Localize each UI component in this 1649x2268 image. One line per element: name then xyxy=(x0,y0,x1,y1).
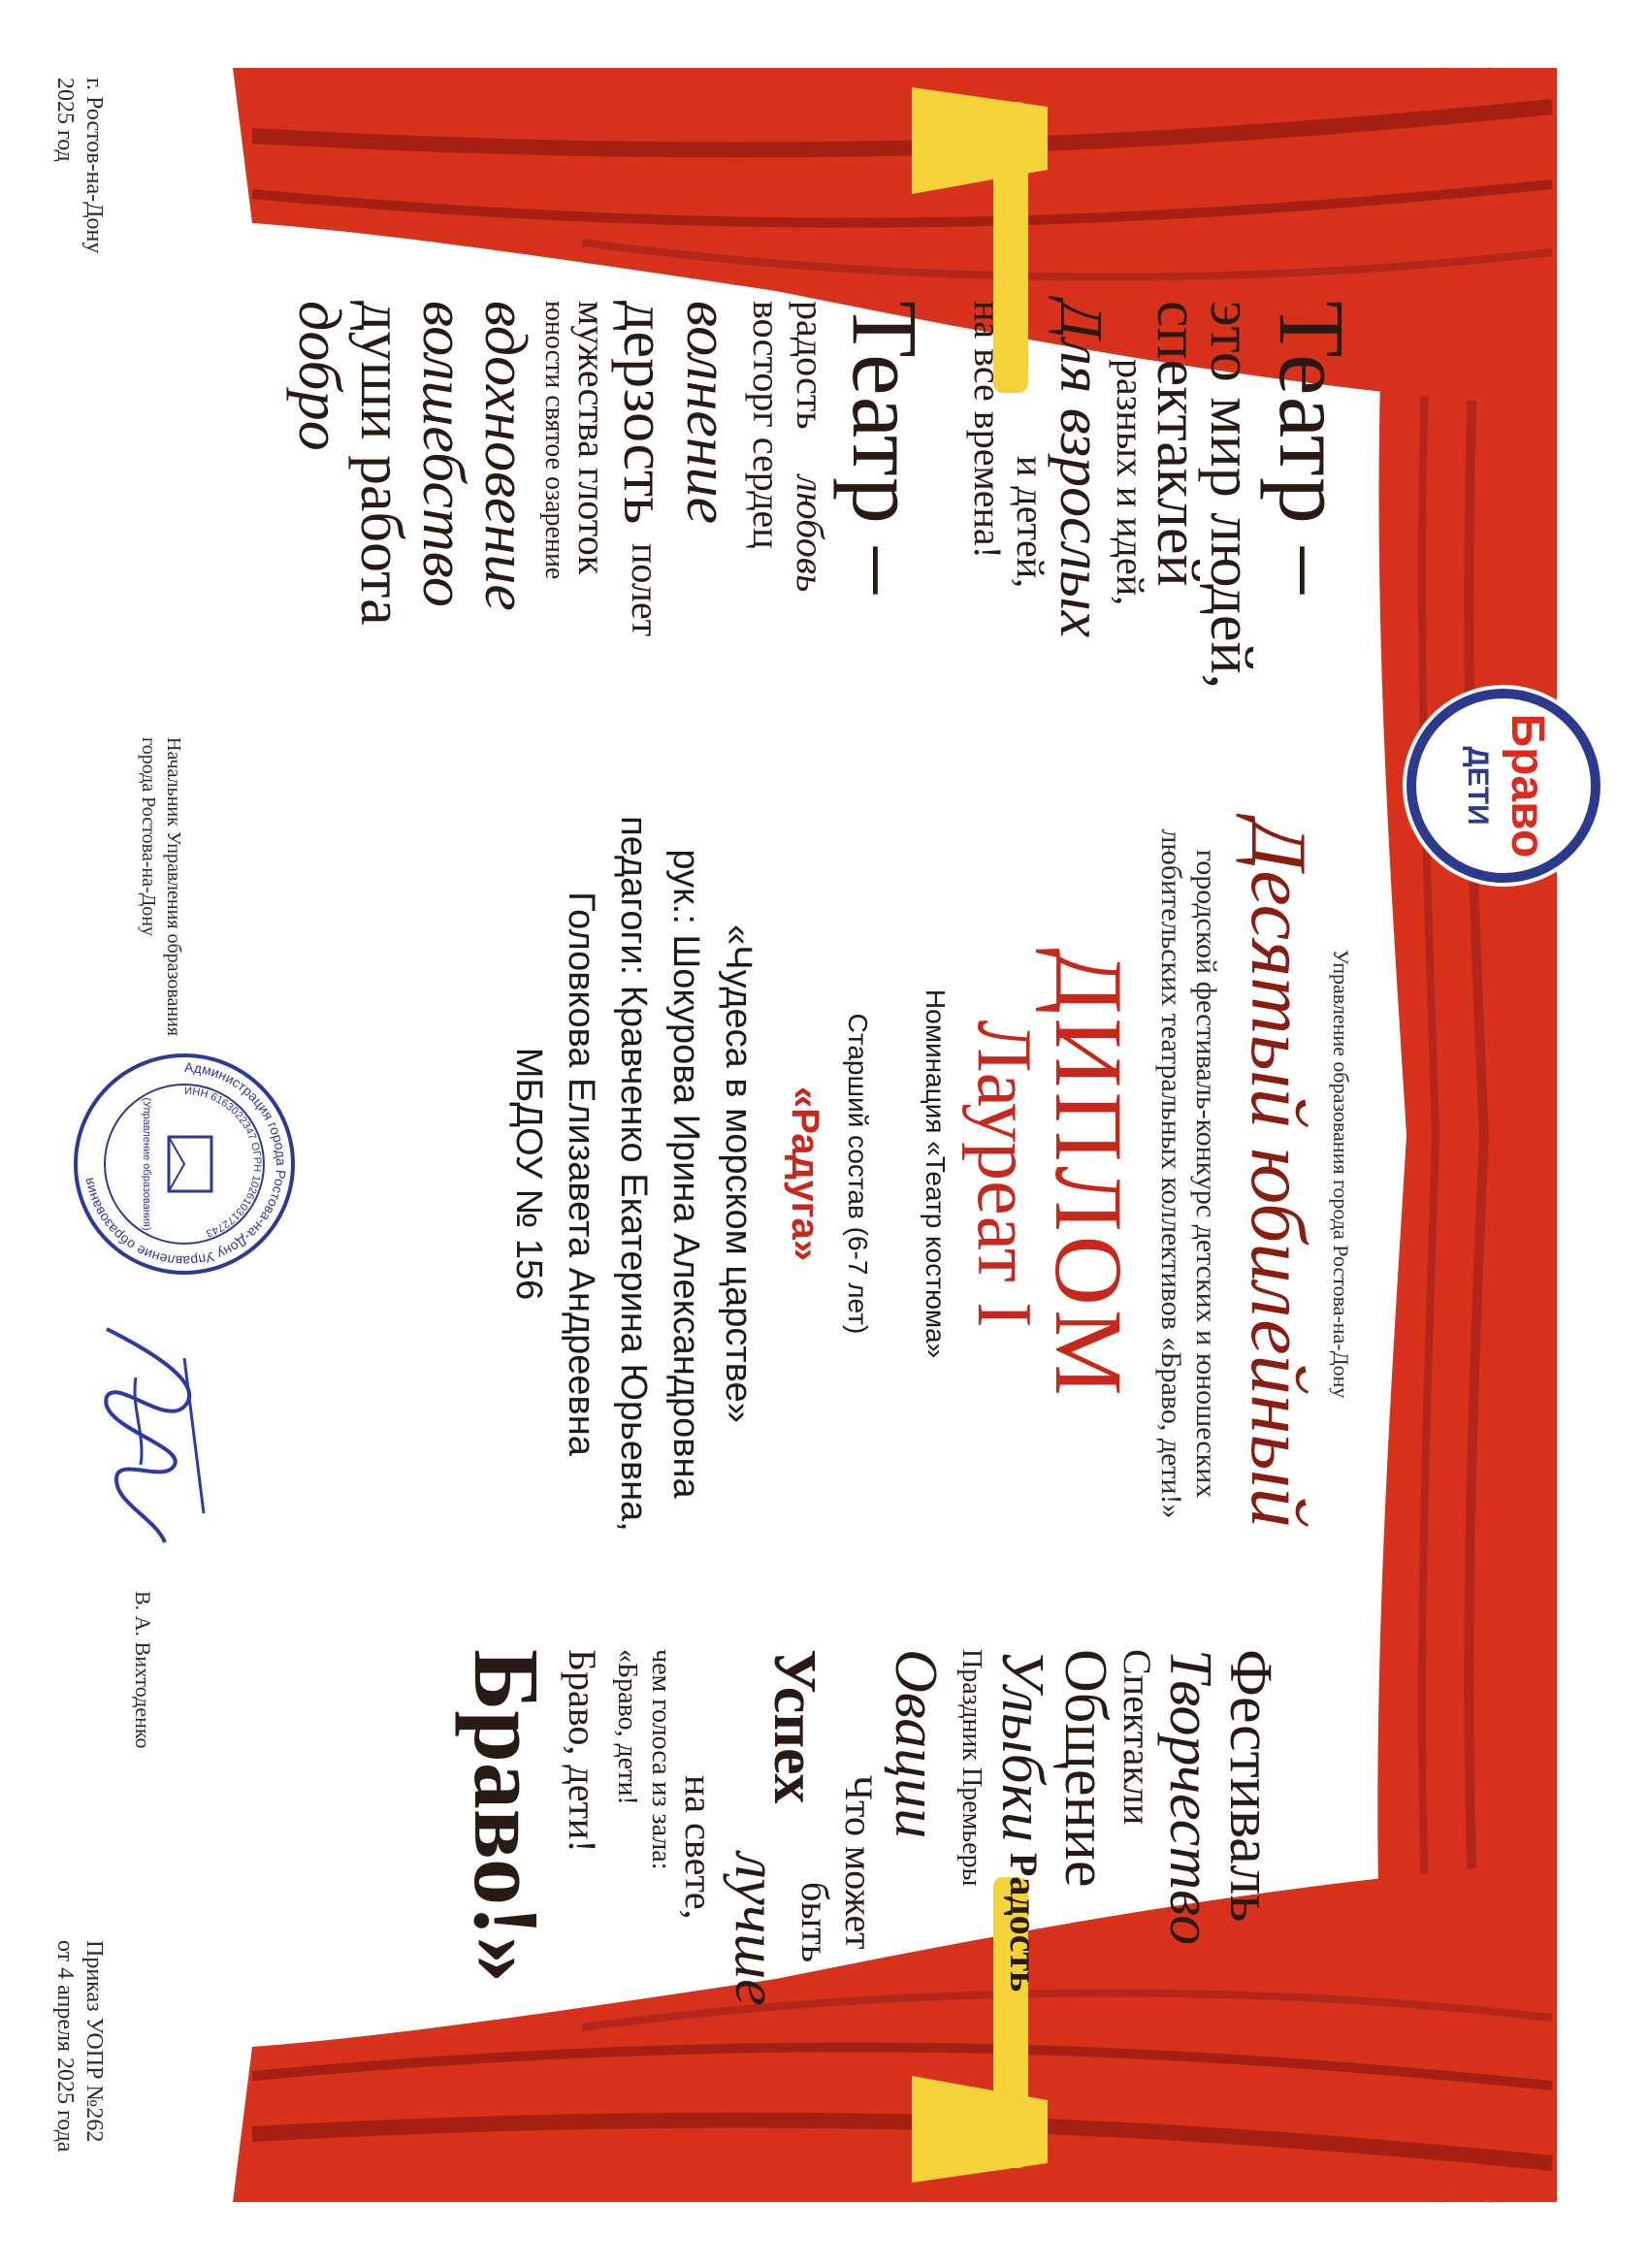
teacher-2: Головкова Елизавета Андреевна xyxy=(561,891,601,1456)
bravo-logo-brand: Браво xyxy=(1502,713,1553,859)
signer-name: В. А. Вихтоденко xyxy=(131,1591,155,1749)
poem-line: Праздник Премьеры xyxy=(956,1649,986,1887)
poem-line: спектаклей xyxy=(1145,301,1211,587)
poem-line: разных и идей, xyxy=(1109,359,1152,606)
footer-city: г. Ростов-на-Дону xyxy=(81,78,107,254)
poem-line: Для взрослых xyxy=(1048,301,1114,638)
footer-year: 2025 год xyxy=(52,78,78,162)
organizer: Управление образования города Ростова-на-Дону xyxy=(1329,949,1353,1399)
poem-line: чем голоса из зала: xyxy=(646,1649,676,1870)
performance-title: «Чудеса в морском царстве» xyxy=(718,924,759,1423)
collective-name: «Радуга» xyxy=(784,1086,826,1261)
poem-right xyxy=(213,1649,1283,2057)
order-number: Приказ УОПР №262 xyxy=(81,1940,107,2143)
signature xyxy=(78,1319,223,1552)
poem-line: Успех xyxy=(761,1649,827,1804)
order-date: от 4 апреля 2025 года xyxy=(52,1940,78,2153)
poem-line: лучше xyxy=(723,1853,789,2006)
poem-line: полет xyxy=(624,543,667,637)
stamp-ids: ИНН 6163022347 ОГРН 1026103172743 xyxy=(183,1085,264,1240)
poem-line: восторг сердец xyxy=(745,301,789,549)
poem-line: Браво!» xyxy=(455,1649,559,1984)
poem-line: Театр – xyxy=(1260,301,1364,595)
poem-line: волшебство xyxy=(410,301,476,607)
leader: рук.: Шокурова Ирина Александровна xyxy=(665,849,706,1499)
poem-line: на свете, xyxy=(677,1775,721,1920)
diploma-award: Лауреат I xyxy=(961,1020,1047,1328)
poem-line: «Браво, дети! xyxy=(612,1649,642,1805)
poem-line: Браво, дети! xyxy=(561,1649,604,1853)
poem-line: это мир людей, xyxy=(1198,301,1264,690)
festival-title: Десятый юбилейный xyxy=(1235,820,1323,1528)
poem-line: на все времена! xyxy=(966,301,1010,559)
poem-line: быть xyxy=(793,1882,837,1962)
signer-title-2: города Ростова-на-Дону xyxy=(138,737,159,936)
poem-line: Спектакли xyxy=(1116,1649,1159,1826)
poem-line: Овации xyxy=(883,1649,949,1839)
institution: МБДОУ № 156 xyxy=(508,1047,549,1301)
poem-line: радость xyxy=(789,301,832,430)
poem-line: юности святое озарение xyxy=(539,301,569,580)
diploma-title: ДИПЛОМ xyxy=(1035,948,1143,1400)
poem-line: души работа xyxy=(348,301,414,626)
poem-line: Творчество xyxy=(1157,1649,1223,1946)
poem-line: волнение xyxy=(674,301,740,525)
poem-line: мужества глоток xyxy=(570,301,614,575)
bravo-logo xyxy=(1406,689,1600,883)
nomination: Номинация «Театр костюма» xyxy=(921,988,951,1359)
official-stamp xyxy=(68,1048,301,1280)
teachers: педагоги: Кравченко Екатерина Юрьевна, xyxy=(613,816,654,1532)
poem-left xyxy=(194,301,1364,728)
festival-line-1: городской фестиваль-конкурс детских и юношеских xyxy=(1190,849,1222,1499)
signer-title-1: Начальник Управления образования xyxy=(163,737,184,1036)
poem-line: любовь xyxy=(789,475,832,593)
poem-line: добро xyxy=(286,301,352,451)
festival-line-2: любительских театральных коллективов «Браво, дети!» xyxy=(1155,828,1187,1519)
age-group: Старший состав (6-7 лет) xyxy=(843,1013,873,1335)
poem-line: Театр – xyxy=(833,301,937,595)
poem-line: вдохновение xyxy=(472,301,538,611)
bravo-logo-sub: ДЕТИ xyxy=(1462,746,1494,826)
svg-text:ИНН 6163022347 ОГРН 1026103172 xyxy=(184,1085,263,1239)
poem-line: Радость xyxy=(1002,1853,1046,1993)
poem-line: Общение xyxy=(1052,1649,1118,1888)
stamp-inner-text: (Управление образования) xyxy=(141,1097,152,1231)
stamp-outer-text: Администрация города Ростова-на-Дону Управление образования xyxy=(81,1058,290,1270)
poem-line: Что может xyxy=(837,1775,881,1950)
poem-line: Фестиваль xyxy=(1217,1649,1283,1923)
poem-line: Улыбки xyxy=(989,1649,1055,1842)
poem-line: дерзость xyxy=(611,301,677,525)
poem-line: и детей, xyxy=(1009,456,1052,589)
